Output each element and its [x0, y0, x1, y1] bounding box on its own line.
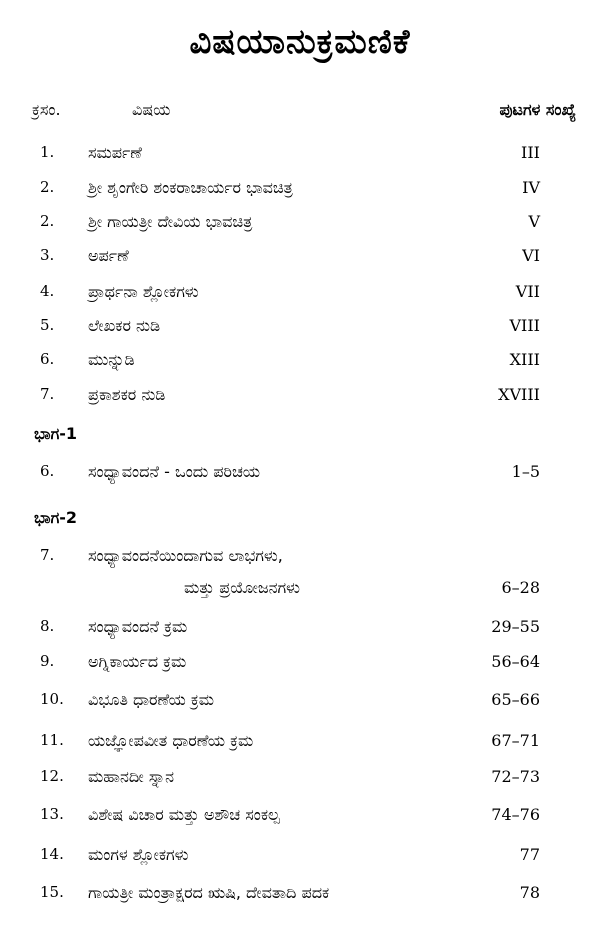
toc-title: ವಿಭೂತಿ ಧಾರಣೆಯ ಕ್ರಮ [88, 690, 214, 709]
toc-title: ಸಮರ್ಪಣೆ [88, 143, 142, 162]
toc-number: 7. [40, 546, 55, 564]
toc-row [0, 385, 600, 413]
toc-page: VII [515, 282, 540, 301]
toc-row [0, 546, 600, 574]
toc-number: 6. [40, 350, 55, 368]
toc-page: III [521, 143, 540, 162]
toc-row [0, 212, 600, 240]
toc-row [0, 143, 600, 171]
toc-title: ಪ್ರಕಾಶಕರ ನುಡಿ [88, 385, 166, 404]
page-title: ವಿಷಯಾನುಕ್ರಮಣಿಕೆ [189, 22, 411, 62]
toc-page: XIII [509, 350, 540, 369]
toc-title: ಅಗ್ನಿಕಾರ್ಯದ ಕ್ರಮ [88, 652, 187, 671]
toc-page: 72–73 [491, 767, 540, 786]
toc-number: 12. [40, 767, 64, 785]
toc-row [0, 350, 600, 378]
toc-number: 2. [40, 212, 55, 230]
toc-row [0, 883, 600, 911]
toc-page: 56–64 [491, 652, 540, 671]
toc-row [0, 845, 600, 873]
toc-number: 15. [40, 883, 64, 901]
toc-row [0, 805, 600, 833]
toc-row [0, 282, 600, 310]
toc-page: VIII [509, 316, 540, 335]
toc-page: 29–55 [491, 617, 540, 636]
toc-row [0, 731, 600, 759]
toc-row [0, 652, 600, 680]
toc-number: 14. [40, 845, 64, 863]
toc-number: 4. [40, 282, 55, 300]
toc-page: XVIII [498, 385, 540, 404]
toc-number: 10. [40, 690, 64, 708]
toc-title: ಮಹಾನದೀ ಸ್ನಾನ [88, 767, 175, 786]
toc-number: 7. [40, 385, 55, 403]
toc-number: 6. [40, 462, 55, 480]
toc-row [0, 462, 600, 490]
toc-row [0, 246, 600, 274]
toc-row [0, 316, 600, 344]
toc-row [0, 617, 600, 645]
toc-title: ಸಂಧ್ಯಾವಂದನೆ ಕ್ರಮ [88, 617, 188, 636]
toc-page: IV [522, 178, 540, 197]
toc-row [0, 690, 600, 718]
toc-title-continuation: ಮತ್ತು ಪ್ರಯೋಜನಗಳು [184, 578, 300, 597]
column-header-pages: ಪುಟಗಳ ಸಂಖ್ಯೆ [499, 100, 576, 119]
column-header-subject: ವಿಷಯ [132, 100, 171, 119]
toc-page: 77 [519, 845, 540, 864]
toc-title: ಶ್ರೀ ಗಾಯತ್ರೀ ದೇವಿಯ ಭಾವಚಿತ್ರ [88, 212, 253, 231]
toc-title: ವಿಶೇಷ ವಿಚಾರ ಮತ್ತು ಅಶೌಚ ಸಂಕಲ್ಪ [88, 805, 280, 824]
toc-title: ಮಂಗಳ ಶ್ಲೋಕಗಳು [88, 845, 189, 864]
toc-page: 6–28 [501, 578, 540, 597]
toc-page: 67–71 [491, 731, 540, 750]
toc-page: V [528, 212, 540, 231]
toc-page: 1–5 [511, 462, 540, 481]
toc-number: 5. [40, 316, 55, 334]
toc-title: ಮುನ್ನುಡಿ [88, 350, 135, 369]
toc-row-continuation [0, 578, 600, 606]
toc-title: ಅರ್ಪಣೆ [88, 246, 129, 265]
toc-number: 11. [40, 731, 64, 749]
toc-page: 74–76 [491, 805, 540, 824]
toc-title: ಯಜ್ಞೋಪವೀತ ಧಾರಣೆಯ ಕ್ರಮ [88, 731, 254, 750]
toc-title: ಪ್ರಾರ್ಥನಾ ಶ್ಲೋಕಗಳು [88, 282, 199, 301]
toc-title: ಸಂಧ್ಯಾವಂದನೆಯಿಂದಾಗುವ ಲಾಭಗಳು, [88, 546, 283, 565]
toc-number: 1. [40, 143, 55, 161]
toc-number: 9. [40, 652, 55, 670]
column-header-number: ಕ್ರಸಂ. [32, 100, 61, 119]
toc-page: VI [522, 246, 540, 265]
section-heading-part1: ಭಾಗ-1 [34, 424, 78, 443]
toc-row [0, 767, 600, 795]
toc-title: ಗಾಯತ್ರೀ ಮಂತ್ರಾಕ್ಷರದ ಋಷಿ, ದೇವತಾದಿ ಪದಕ [88, 883, 330, 902]
toc-page: 78 [519, 883, 540, 902]
toc-title: ಲೇಖಕರ ನುಡಿ [88, 316, 161, 335]
toc-row [0, 178, 600, 206]
toc-number: 3. [40, 246, 55, 264]
toc-number: 2. [40, 178, 55, 196]
toc-page: 65–66 [491, 690, 540, 709]
toc-title: ಶ್ರೀ ಶೃಂಗೇರಿ ಶಂಕರಾಚಾರ್ಯರ ಭಾವಚಿತ್ರ [88, 178, 293, 197]
toc-number: 8. [40, 617, 55, 635]
toc-title: ಸಂಧ್ಯಾವಂದನೆ - ಒಂದು ಪರಿಚಯ [88, 462, 261, 481]
section-heading-part2: ಭಾಗ-2 [34, 508, 78, 527]
toc-number: 13. [40, 805, 64, 823]
